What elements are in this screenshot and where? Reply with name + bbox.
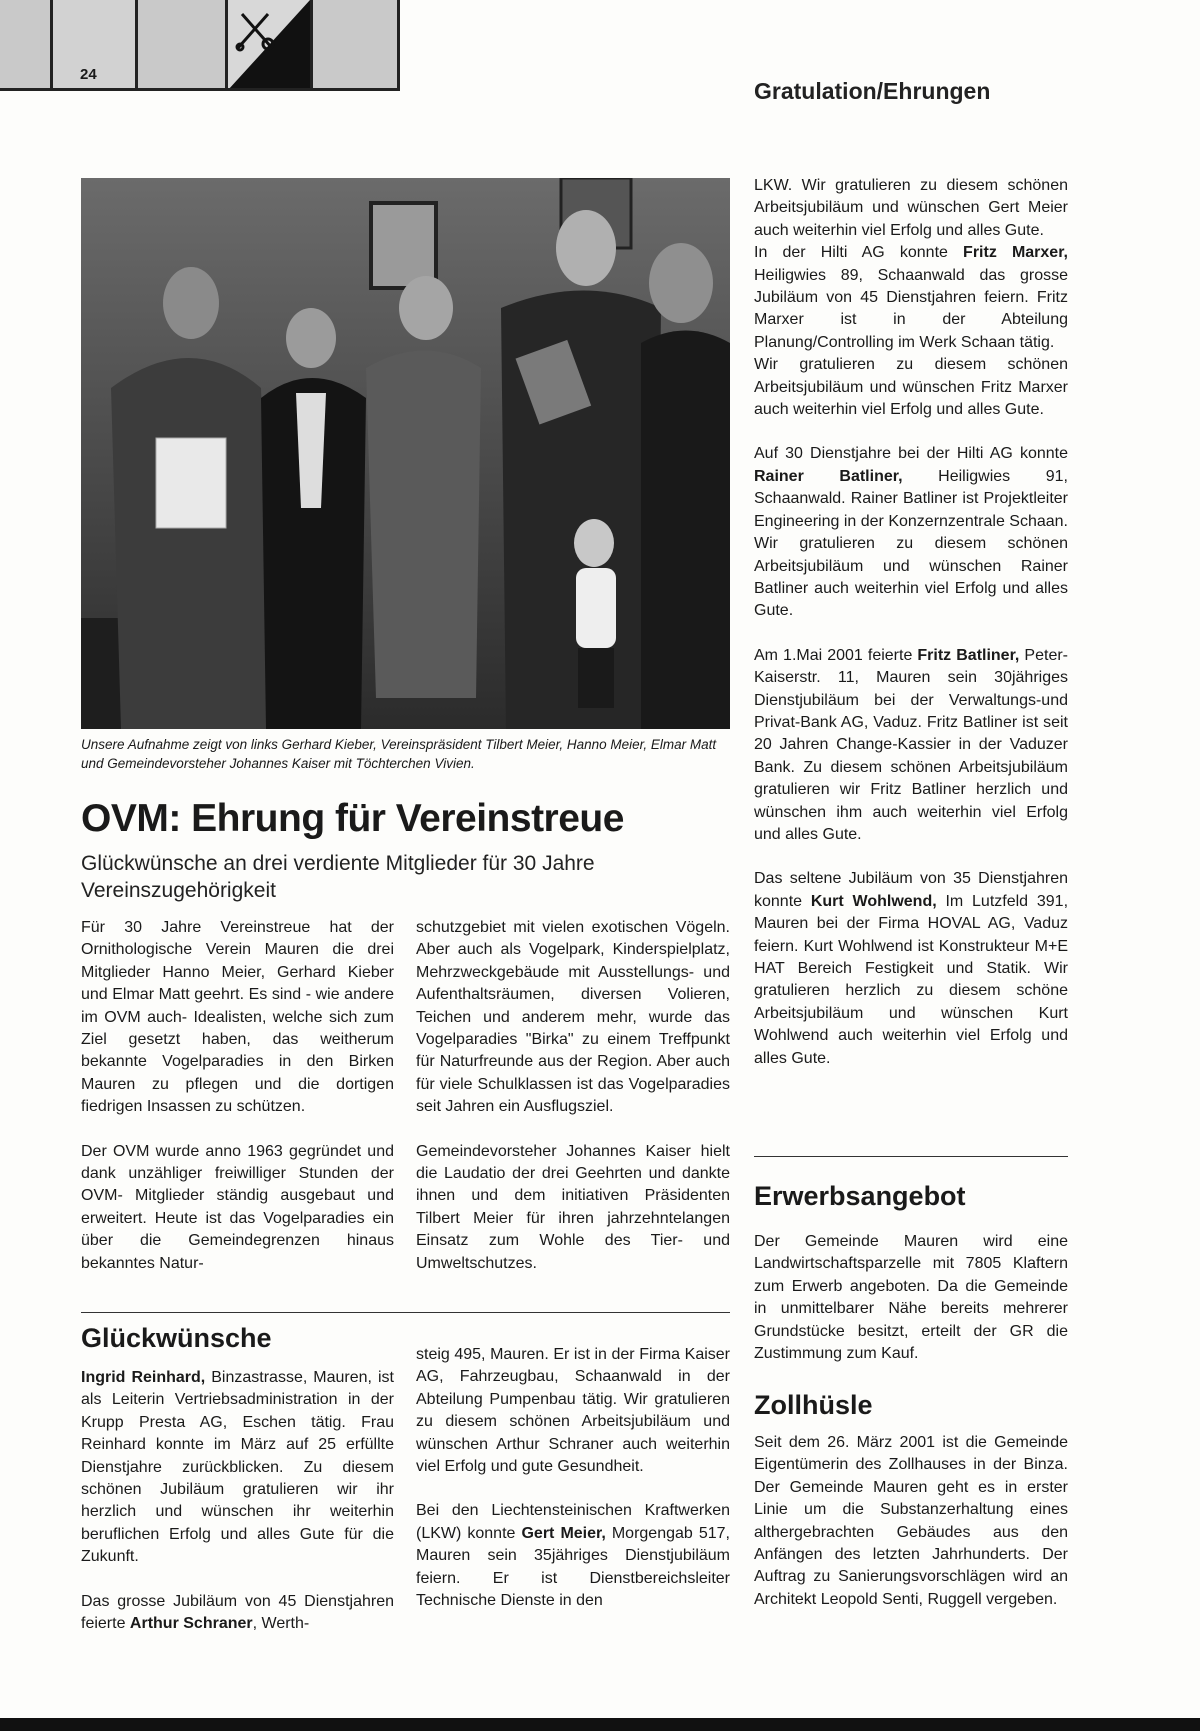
paragraph [81, 1591, 394, 1636]
header-bar [0, 0, 400, 92]
paragraph [754, 242, 1068, 354]
paragraph-text: Das grosse Jubiläum von 45 Dienstjahren feierte [81, 1592, 394, 1633]
article-subhead: Glückwünsche an drei verdiente Mitglieder für 30 Jahre Vereinszugehörigkeit [81, 852, 595, 902]
header-box [0, 0, 53, 90]
photo-caption: Unsere Aufnahme zeigt von links Gerhard Kieber, Vereinspräsident Tilbert Meier, Hanno Meier, Elmar Matt und Gemeindevorsteher Johannes Kaiser mit Töchterchen Vivien. [81, 737, 717, 771]
person-name: Ingrid Reinhard, [81, 1369, 206, 1386]
person-name: Fritz Marxer, [963, 244, 1068, 262]
person-name: Fritz Batliner, [917, 646, 1020, 664]
paragraph-text: Bei den Liechtensteinischen Kraftwerken (LKW) konnte [416, 1502, 730, 1542]
paragraph: schutzgebiet mit vielen exotischen Vögeln. Aber auch als Vogelpark, Kinderspielplatz, Mehrzweckgebäude mit Ausstellungs- und Aufenthaltsräumen, diversen Volieren, Teichen und anderem mehr, wurde das Vogelparadies "Birka" zu einem Treffpunkt für Naturfreunde aus der Region. Aber auch für viele Schulklassen ist das Vogelparadies seit Jahren ein Ausflugsziel. [416, 919, 730, 1116]
paragraph-text: Binzastrasse, Mauren, ist als Leiterin Vertriebsadministration in der Krupp Presta AG, Eschen tätig. Frau Reinhard konnte im März auf 25 erfüllte Dienstjahre zurückblicken. Zu diesem schönen Jubiläum gratulieren wir ihr herzlich und wünschen ihr weiterhin beruflichen Erfolg und alles Gute für die Zukunft. [81, 1369, 394, 1566]
paragraph [754, 443, 1068, 622]
paragraph-text: Morgengab 517, Mauren sein 35jähriges Dienstjubiläum feiern. Er ist Dienstbereichsleiter Technische Dienste in den [416, 1524, 730, 1610]
zollhuesle-text [754, 1432, 1068, 1633]
glueckwuensche-column-2 [416, 1344, 730, 1634]
paragraph: Seit dem 26. März 2001 ist die Gemeinde Eigentümerin des Zollhauses in der Binza. Der Gemeinde Mauren geht es in erster Linie um die Substanzerhaltung eines althergebrachten Gebäudes aus den Anfängen des letzten Jahrhunderts. Der Auftrag zu Sanierungsvorschlägen wird an Architekt Leopold Senti, Ruggell vergeben. [754, 1434, 1068, 1608]
group-photo [81, 178, 730, 729]
paragraph: Wir gratulieren zu diesem schönen Arbeitsjubiläum und wünschen Fritz Marxer auch weiterhin viel Erfolg und alles Gute. [754, 356, 1068, 419]
paragraph-text: , Werth- [252, 1615, 310, 1633]
glueckwuensche-column-1 [81, 1367, 394, 1657]
article-column-1 [81, 917, 394, 1297]
paragraph [81, 1367, 394, 1569]
paragraph [416, 1500, 730, 1612]
header-box [313, 0, 400, 90]
paragraph-text: Heiligwies 89, Schaanwald das grosse Jubiläum von 45 Dienstjahren feiern. Fritz Marxer ist in der Abteilung Planung/Controlling im Werk Schaan tätig. [754, 266, 1068, 351]
header-rule [0, 88, 400, 91]
paragraph-text: In der Hilti AG konnte [754, 244, 964, 262]
article-column-2 [416, 917, 730, 1297]
article-headline: OVM: Ehrung für Vereinstreue [81, 797, 624, 840]
paragraph [754, 868, 1068, 1070]
page-number: 24 [80, 66, 97, 83]
paragraph-text: Am 1.Mai 2001 feierte [754, 646, 918, 664]
paragraph-text: Das seltene Jubiläum von 35 Dienstjahren konnte [754, 870, 1068, 910]
erwerbsangebot-title: Erwerbsangebot [754, 1181, 966, 1211]
section-divider [754, 1156, 1068, 1157]
header-emblem-box [228, 0, 313, 90]
person-name: Rainer Batliner, [754, 467, 903, 485]
zollhuesle-title: Zollhüsle [754, 1390, 873, 1420]
paragraph: Der OVM wurde anno 1963 gegründet und dank unzähliger freiwilliger Stunden der OVM- Mitglieder ständig ausgebaut und erweitert. Heute ist das Vogelparadies ein über die Gemeindegrenzen hinaus bekanntes Natur- [81, 1142, 394, 1272]
person-name: Gert Meier, [521, 1524, 606, 1542]
paragraph-text: Auf 30 Dienstjahre bei der Hilti AG konnte [754, 445, 1068, 463]
glueckwuensche-title: Glückwünsche [81, 1323, 272, 1353]
erwerbsangebot-text [754, 1231, 1068, 1387]
paragraph: LKW. Wir gratulieren zu diesem schönen Arbeitsjubiläum und wünschen Gert Meier auch weiterhin viel Erfolg und alles Gute. [754, 177, 1068, 239]
paragraph-text: Heiligwies 91, Schaanwald. Rainer Batliner ist Projektleiter Engineering in der Konzernzentrale Schaan. Wir gratulieren zu diesem schönen Arbeitsjubiläum und wünschen Rainer Batliner auch weiterhin viel Erfolg und alles Gute. [754, 467, 1068, 620]
paragraph: Der Gemeinde Mauren wird eine Landwirtschaftsparzelle mit 7805 Klaftern zum Erwerb angeboten. Da die Gemeinde in unmittelbarer Nähe bereits mehrerer Grundstücke besitzt, erteilt der GR die Zustimmung zum Kauf. [754, 1233, 1068, 1363]
paragraph: Gemeindevorsteher Johannes Kaiser hielt die Laudatio der drei Geehrten und dankte ihnen und dem initiativen Präsidenten Tilbert Meier für ihren jahrzehntelangen Einsatz zum Wohle des Tier- und Umweltschutzes. [416, 1142, 730, 1272]
section-divider [81, 1312, 730, 1313]
header-box [138, 0, 228, 90]
paragraph-text: Peter- Kaiserstr. 11, Mauren sein 30jähriges Dienstjubiläum bei der Verwaltungs-und Privat-Bank AG, Vaduz. Fritz Batliner ist seit 20 Jahren Change-Kassier in der Vaduzer Bank. Zu diesem schönen Arbeitsjubiläum gratulieren wir Fritz Batliner herzlich und wünschen ihm auch weiterhin viel Erfolg und alles Gute. [754, 646, 1068, 843]
section-title: Gratulation/Ehrungen [754, 78, 991, 104]
paragraph-text: Im Lutzfeld 391, Mauren bei der Firma HOVAL AG, Vaduz feiern. Kurt Wohlwend ist Konstrukteur M+E HAT Bereich Festigkeit und Statik. Wir gratulieren herzlich zu diesem schöne Arbeitsjubiläum und wünschen Kurt Wohlwend auch weiterhin viel Erfolg und alles Gute. [754, 892, 1069, 1067]
paragraph: Für 30 Jahre Vereinstreue hat der Ornithologische Verein Mauren die drei Mitglieder Hanno Meier, Gerhard Kieber und Elmar Matt geehrt. Es sind - wie andere im OVM auch- Idealisten, welche sich zum Ziel gesetzt haben, das weitherum bekannte Vogelparadies in den Birken Mauren zu pflegen und die dortigen fiedrigen Insassen zu schützen. [81, 919, 394, 1116]
coat-of-arms-icon [228, 0, 310, 90]
person-name: Kurt Wohlwend, [810, 892, 937, 910]
person-name: Arthur Schraner [129, 1615, 253, 1633]
paragraph [754, 645, 1068, 847]
paragraph: steig 495, Mauren. Er ist in der Firma Kaiser AG, Fahrzeugbau, Schaanwald in der Abteilung Pumpenbau tätig. Wir gratulieren zu diesem schönen Arbeitsjubiläum und wünschen Arthur Schraner auch weiterhin viel Erfolg und gute Gesundheit. [416, 1346, 730, 1476]
photo-illustration [81, 178, 730, 729]
footer-bar [0, 1718, 1200, 1731]
right-column [754, 175, 1068, 1092]
